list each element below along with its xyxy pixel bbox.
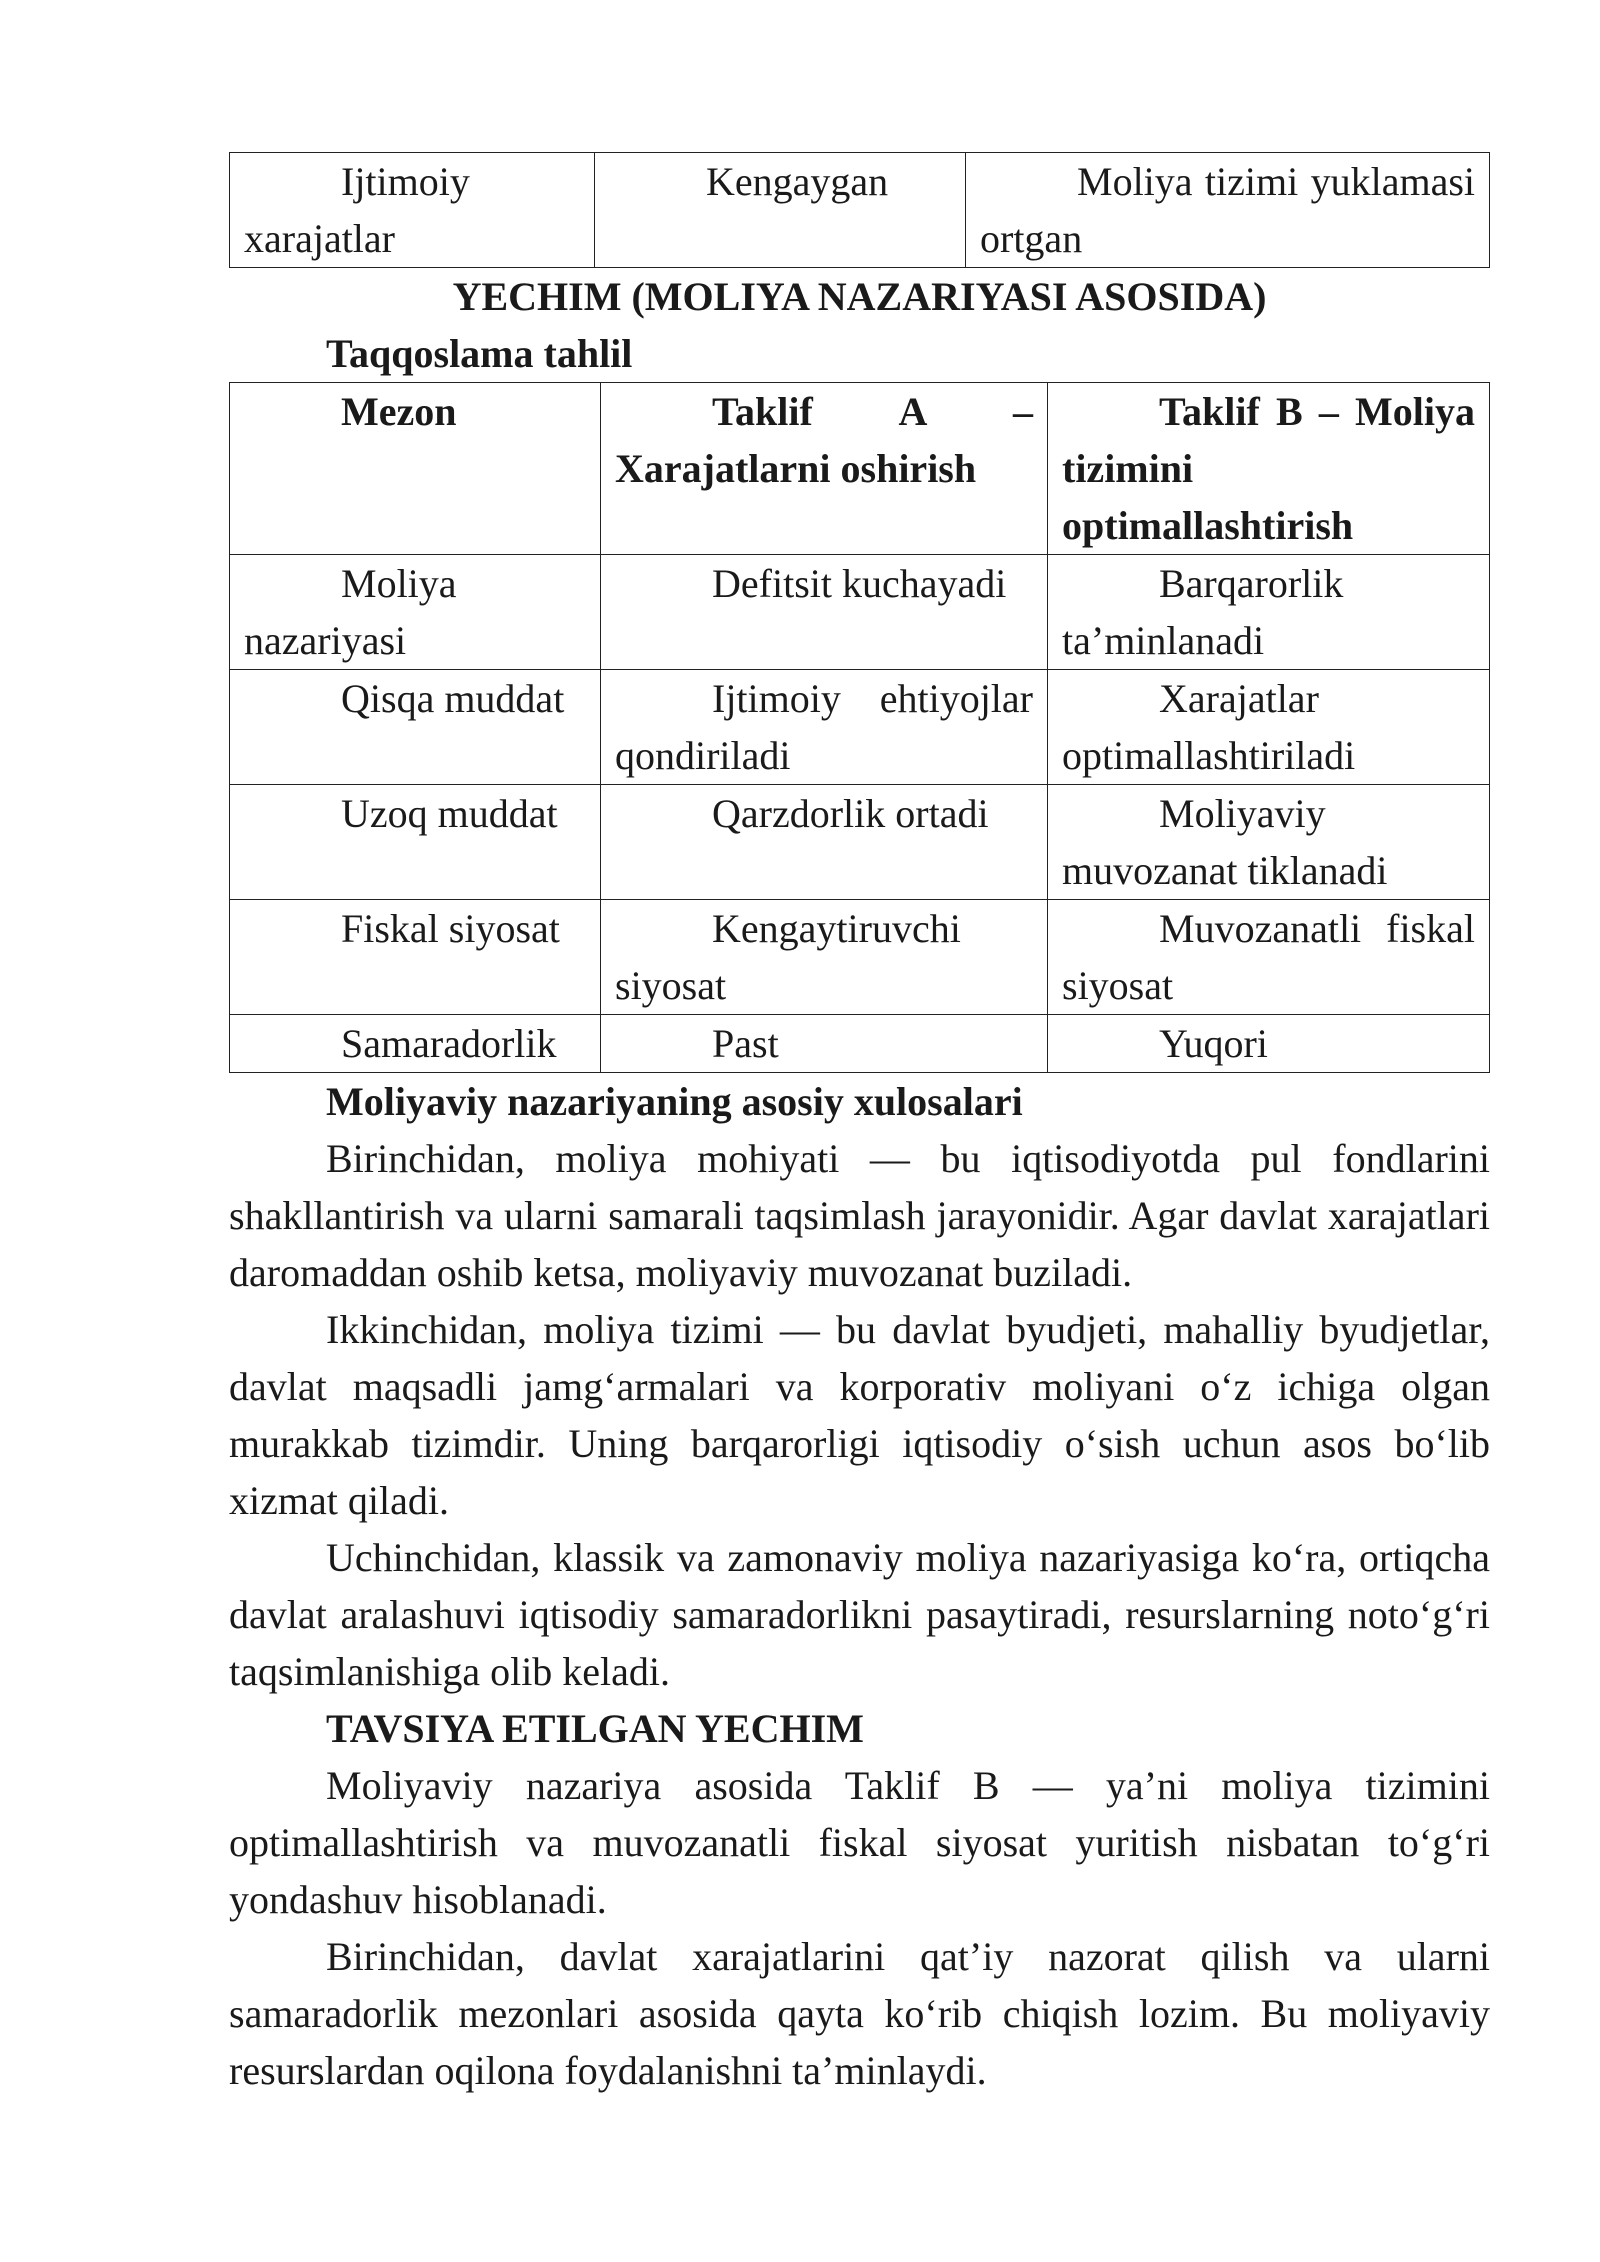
table-row [230, 555, 1490, 670]
table-header-row [230, 383, 1490, 555]
table-row [230, 670, 1490, 785]
table-cell: Qisqa muddat [230, 670, 601, 785]
table-cell: Kengaytiruvchi siyosat [601, 900, 1048, 1015]
document-page [229, 152, 1490, 2099]
table-cell: Muvozanatli fiskal siyosat [1048, 900, 1490, 1015]
table-cell: Barqarorlik ta’minlanadi [1048, 555, 1490, 670]
table-cell: Moliya nazariyasi [230, 555, 601, 670]
comparison-table [229, 382, 1490, 1073]
header-cell-proposal-a: Taklif A – Xarajatlarni oshirish [601, 383, 1048, 555]
section-title: YECHIM (MOLIYA NAZARIYASI ASOSIDA) [452, 274, 1267, 319]
table-cell: Kengaygan [595, 153, 966, 268]
table-cell: Uzoq muddat [230, 785, 601, 900]
paragraph: Birinchidan, moliya mohiyati — bu iqtisodiyotda pul fondlarini shakllantirish va ularni samarali taqsimlash jarayonidir. Agar davlat xarajatlari daromaddan oshib ketsa, moliyaviy muvozanat buziladi. [229, 1136, 1490, 1295]
table-row [230, 785, 1490, 900]
top-table [229, 152, 1490, 268]
header-cell-criterion: Mezon [230, 383, 601, 555]
table-row [230, 900, 1490, 1015]
table-cell: Defitsit kuchayadi [601, 555, 1048, 670]
table-row [230, 153, 1490, 268]
table-cell: Yuqori [1048, 1015, 1490, 1073]
paragraph: Uchinchidan, klassik va zamonaviy moliya nazariyasiga ko‘ra, ortiqcha davlat aralashuvi iqtisodiy samaradorlikni pasaytiradi, resurslarning noto‘g‘ri taqsimlanishiga olib keladi. [229, 1535, 1490, 1694]
conclusions-heading: Moliyaviy nazariyaning asosiy xulosalari [326, 1079, 1023, 1124]
table-cell: Ijtimoiy ehtiyojlar qondiriladi [601, 670, 1048, 785]
table-cell: Moliyaviy muvozanat tiklanadi [1048, 785, 1490, 900]
table-cell: Samaradorlik [230, 1015, 601, 1073]
table-cell: Ijtimoiy xarajatlar [230, 153, 595, 268]
recommended-heading: TAVSIYA ETILGAN YECHIM [326, 1706, 864, 1751]
table-row [230, 1015, 1490, 1073]
paragraph: Moliyaviy nazariya asosida Taklif B — ya’ni moliya tizimini optimallashtirish va muvozanatli fiskal siyosat yuritish nisbatan to‘g‘ri yondashuv hisoblanadi. [229, 1763, 1490, 1922]
paragraph: Birinchidan, davlat xarajatlarini qat’iy nazorat qilish va ularni samaradorlik mezonlari asosida qayta ko‘rib chiqish lozim. Bu moliyaviy resurslardan oqilona foydalanishni ta’minlaydi. [229, 1934, 1490, 2093]
comparison-heading: Taqqoslama tahlil [326, 331, 633, 376]
paragraph: Ikkinchidan, moliya tizimi — bu davlat byudjeti, mahalliy byudjetlar, davlat maqsadli jamg‘armalari va korporativ moliyani o‘z ichiga olgan murakkab tizimdir. Uning barqarorligi iqtisodiy o‘sish uchun asos bo‘lib xizmat qiladi. [229, 1307, 1490, 1523]
table-cell: Past [601, 1015, 1048, 1073]
header-cell-proposal-b: Taklif B – Moliya tizimini optimallashtirish [1048, 383, 1490, 555]
table-cell: Xarajatlar optimallashtiriladi [1048, 670, 1490, 785]
table-cell: Moliya tizimi yuklamasi ortgan [966, 153, 1490, 268]
table-cell: Fiskal siyosat [230, 900, 601, 1015]
table-cell: Qarzdorlik ortadi [601, 785, 1048, 900]
